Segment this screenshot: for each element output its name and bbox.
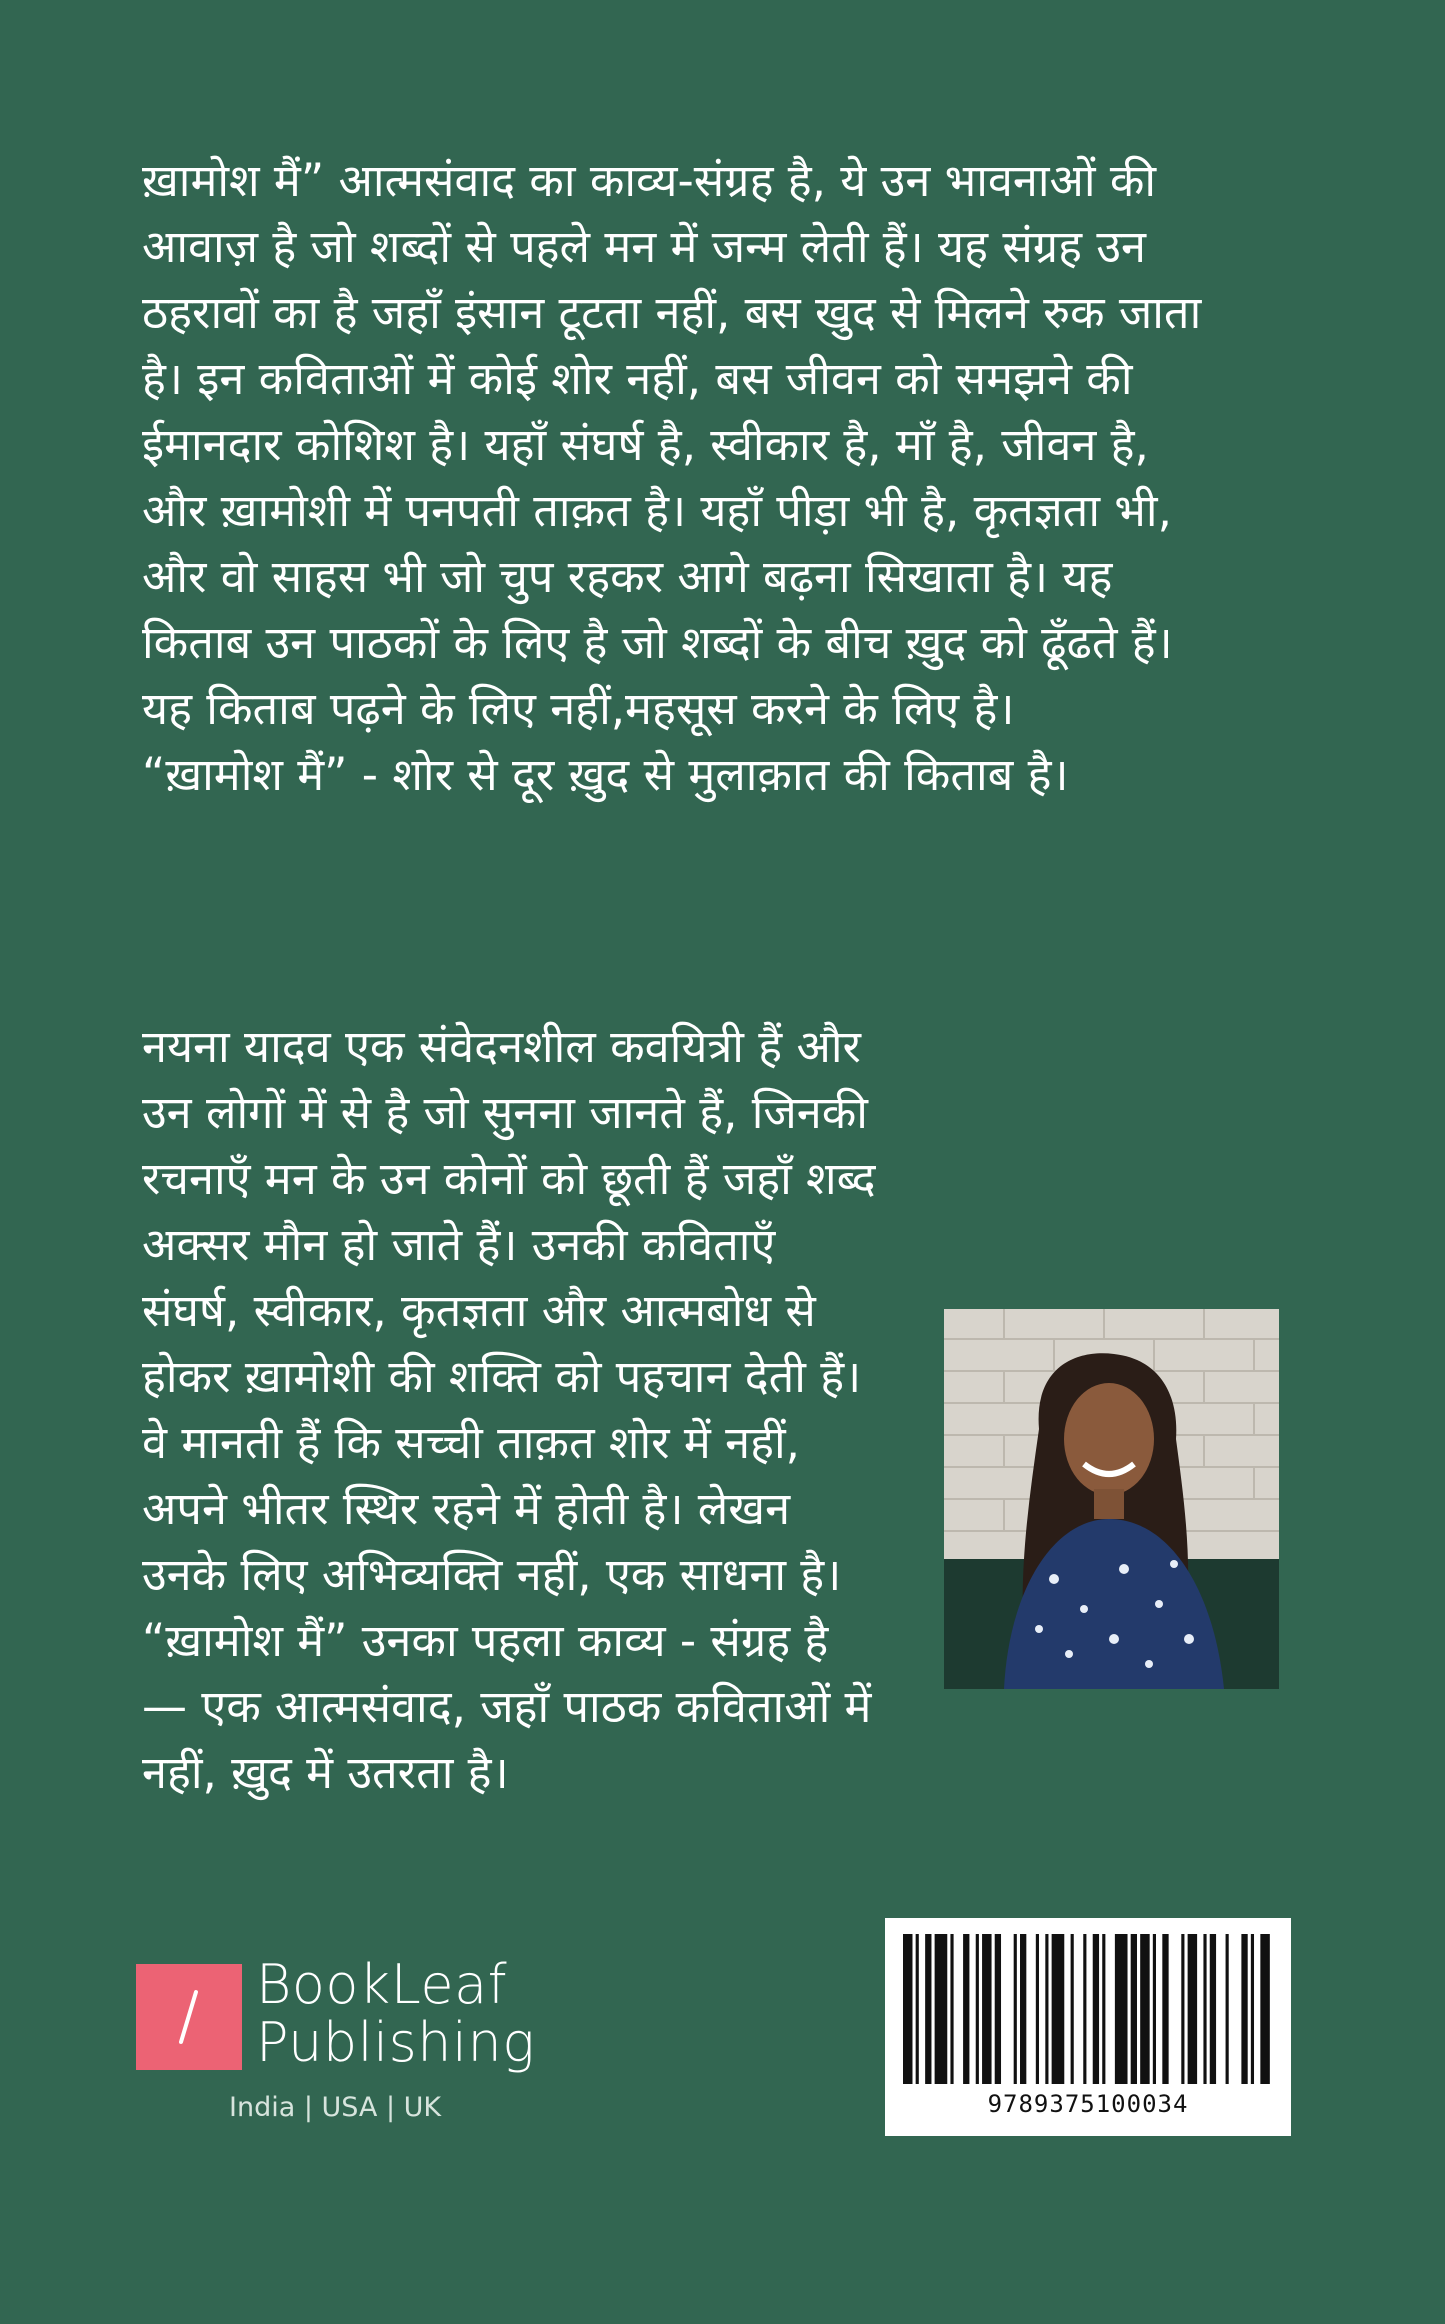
barcode-bar (1036, 1934, 1039, 2084)
barcode-bar (995, 1934, 1001, 2084)
barcode-bar (1162, 1934, 1168, 2084)
barcode-bar (1153, 1934, 1156, 2084)
barcode-bar (1140, 1934, 1149, 2084)
publisher-logo (136, 1953, 536, 2144)
barcode-bar (1093, 1934, 1099, 2084)
barcode-bars (903, 1934, 1273, 2084)
barcode-bar (1203, 1934, 1206, 2084)
author-portrait-image (944, 1309, 1279, 1689)
barcode-bar (935, 1934, 948, 2084)
publisher-name-line2: Publishing (256, 2011, 536, 2074)
blurb-tagline: “ख़ामोश मैं” - शोर से दूर ख़ुद से मुलाक़ात की किताब है। (142, 748, 1069, 801)
author-bio: नयना यादव एक संवेदनशील कवयित्री हैं और उन लोगों में से है जो सुनना जानते हैं, जिनकी रचनाएँ मन के उन कोनों को छूती हैं जहाँ शब्द अक्सर मौन हो जाते हैं। उनकी कविताएँ संघर्ष, स्वीकार, कृतज्ञता और आत्मबोध से होकर ख़ामोशी की शक्ति को पहचान देती हैं। वे मानती हैं कि सच्ची ताक़त शोर में नहीं, अपने भीतर स्थिर रहने में होती है। लेखन उनके लिए अभिव्यक्ति नहीं, एक साधना है। “ख़ामोश मैं” उनका पहला काव्य - संग्रह है — एक आत्मसंवाद, जहाँ पाठक कविताओं में नहीं, ख़ुद में उतरता है। (142, 1020, 876, 1799)
barcode-bar (925, 1934, 931, 2084)
barcode-bar (976, 1934, 979, 2084)
book-blurb (142, 148, 1227, 808)
slash-icon (136, 1964, 242, 2070)
publisher-logo-mark (136, 1964, 242, 2070)
blurb-paragraph: ख़ामोश मैं” आत्मसंवाद का काव्य-संग्रह है, ये उन भावनाओं की आवाज़ है जो शब्दों से पहले मन में जन्म लेती हैं। यह संग्रह उन ठहरावों का है जहाँ इंसान टूटता नहीं, बस खुद से मिलने रुक जाता है। इन कविताओं में कोई शोर नहीं, बस जीवन को समझने की ईमानदार कोशिश है। यहाँ संघर्ष है, स्वीकार है, माँ है, जीवन है, और ख़ामोशी में पनपती ताक़त है। यहाँ पीड़ा भी है, कृतज्ञता भी, और वो साहस भी जो चुप रहकर आगे बढ़ना सिखाता है। यह किताब उन पाठकों के लिए है जो शब्दों के बीच ख़ुद को ढूँढते हैं। यह किताब पढ़ने के लिए नहीं,महसूस करने के लिए है। (142, 154, 1202, 735)
publisher-name (256, 1953, 536, 2074)
barcode-bar (903, 1934, 912, 2084)
publisher-regions: India | USA | UK (229, 2092, 442, 2123)
barcode-bar (1083, 1934, 1086, 2084)
barcode-bar (1226, 1934, 1229, 2084)
isbn-barcode (885, 1918, 1291, 2136)
barcode-bar (1052, 1934, 1065, 2084)
barcode-bar (1131, 1934, 1137, 2084)
barcode-bar (1241, 1934, 1247, 2084)
barcode-bar (916, 1934, 919, 2084)
barcode-bar (963, 1934, 969, 2084)
barcode-bar (1020, 1934, 1026, 2084)
barcode-bar (1115, 1934, 1128, 2084)
barcode-bar (1188, 1934, 1197, 2084)
barcode-bar (1181, 1934, 1184, 2084)
barcode-bar (1014, 1934, 1017, 2084)
author-photo (944, 1309, 1279, 1689)
barcode-bar (982, 1934, 991, 2084)
barcode-bar (1071, 1934, 1074, 2084)
barcode-bar (1210, 1934, 1216, 2084)
publisher-name-line1: BookLeaf (256, 1953, 508, 2016)
barcode-bar (950, 1934, 953, 2084)
barcode-bar (1251, 1934, 1254, 2084)
isbn-number: 9789375100034 (987, 2090, 1189, 2118)
barcode-bar (1260, 1934, 1269, 2084)
barcode-bar (1102, 1934, 1105, 2084)
barcode-bar (1045, 1934, 1048, 2084)
